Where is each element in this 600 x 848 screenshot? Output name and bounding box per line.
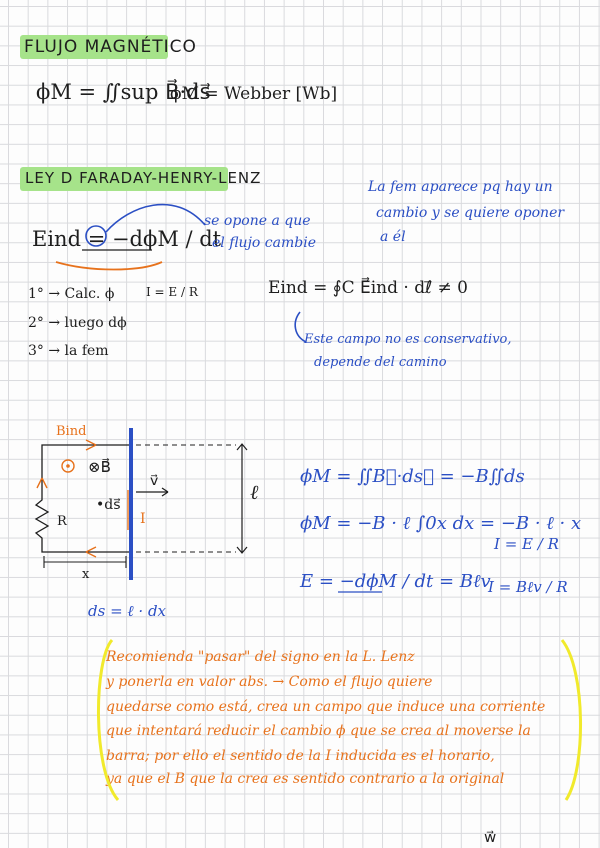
ohm-law: I = E / R: [146, 285, 198, 299]
right-bracket: [562, 640, 581, 800]
flux-equation-1: ϕM = ∬B⃗·ds⃗ = −B∬ds: [300, 466, 525, 487]
note-field-line-2: depende del camino: [314, 355, 447, 370]
length-label: ℓ: [250, 480, 259, 504]
step-1: 1° → Calc. ϕ: [28, 286, 115, 302]
b-field-label: ⊗B⃗: [88, 458, 111, 476]
section-title-faraday: LEY D FARADAY-HENRY-LENZ: [25, 169, 262, 187]
note-sign-line-1: se opone a que: [204, 213, 311, 229]
section-title-flux: FLUJO MAGNÉTICO: [24, 37, 197, 57]
current-equation-2: I = Bℓv / R: [488, 578, 568, 596]
current-arrow-top: [86, 440, 96, 450]
explanation-line-5: barra; por ello el sentido de la I inducida es el horario,: [106, 748, 495, 764]
flux-unit-formula: ϕM = Webber [Wb]: [170, 84, 338, 104]
flux-equation-2: ϕM = −B · ℓ ∫0x dx = −B · ℓ · x: [300, 513, 582, 534]
current-label: I: [140, 511, 146, 527]
emf-formula: Eind = −dϕM / dt: [32, 227, 222, 251]
resistor-symbol: [36, 470, 48, 545]
ds-vector-label: •ds⃗: [96, 497, 121, 513]
explanation-line-1: Recomienda "pasar" del signo en la L. Lenz: [106, 649, 415, 665]
note-top-line-1: La fem aparece pq hay un: [368, 179, 553, 195]
b-induced-dot: [66, 464, 70, 468]
step-2: 2° → luego dϕ: [28, 315, 127, 331]
note-top-line-3: a él: [380, 229, 406, 245]
step-3: 3° → la fem: [28, 343, 109, 359]
velocity-arrow-head: [162, 488, 168, 496]
emf-equation: E = −dϕM / dt = Bℓv: [300, 571, 491, 592]
explanation-line-6: ya que el B que la crea es sentido contrario a la original: [106, 771, 505, 787]
note-top-line-2: cambio y se quiere oponer: [376, 205, 565, 221]
x-label: x: [82, 567, 90, 582]
circuit-wire-top: [42, 445, 130, 470]
circuit-wire-bottom: [42, 545, 130, 552]
ds-expression: ds = ℓ · dx: [88, 602, 167, 620]
flux-definition-formula: ϕM = ∬sup B⃗·ds⃗: [36, 80, 211, 104]
current-arrow-left: [37, 478, 47, 488]
explanation-line-2: y ponerla en valor abs. → Como el flujo quiere: [106, 674, 433, 690]
length-dimension-arrows: [237, 444, 247, 553]
current-equation-1: I = E / R: [494, 535, 559, 553]
line-integral-formula: Eind = ∮C E⃗ind · dℓ⃗ ≠ 0: [268, 278, 468, 298]
current-arrow-bottom: [86, 547, 96, 557]
footer-mark: w⃗: [484, 828, 497, 846]
b-induced-label: Bind: [56, 424, 87, 439]
note-sign-line-2: el flujo cambie: [212, 235, 316, 251]
b-induced-circle: [62, 460, 74, 472]
explanation-line-4: que intentará reducir el cambio ϕ que se crea al moverse la: [106, 723, 531, 739]
explanation-line-3: quedarse como está, crea un campo que induce una corriente: [106, 699, 546, 715]
note-field-line-1: Este campo no es conservativo,: [304, 332, 512, 347]
resistor-label: R: [57, 514, 67, 529]
emf-underline: [56, 262, 162, 270]
velocity-label: v⃗: [150, 473, 159, 489]
